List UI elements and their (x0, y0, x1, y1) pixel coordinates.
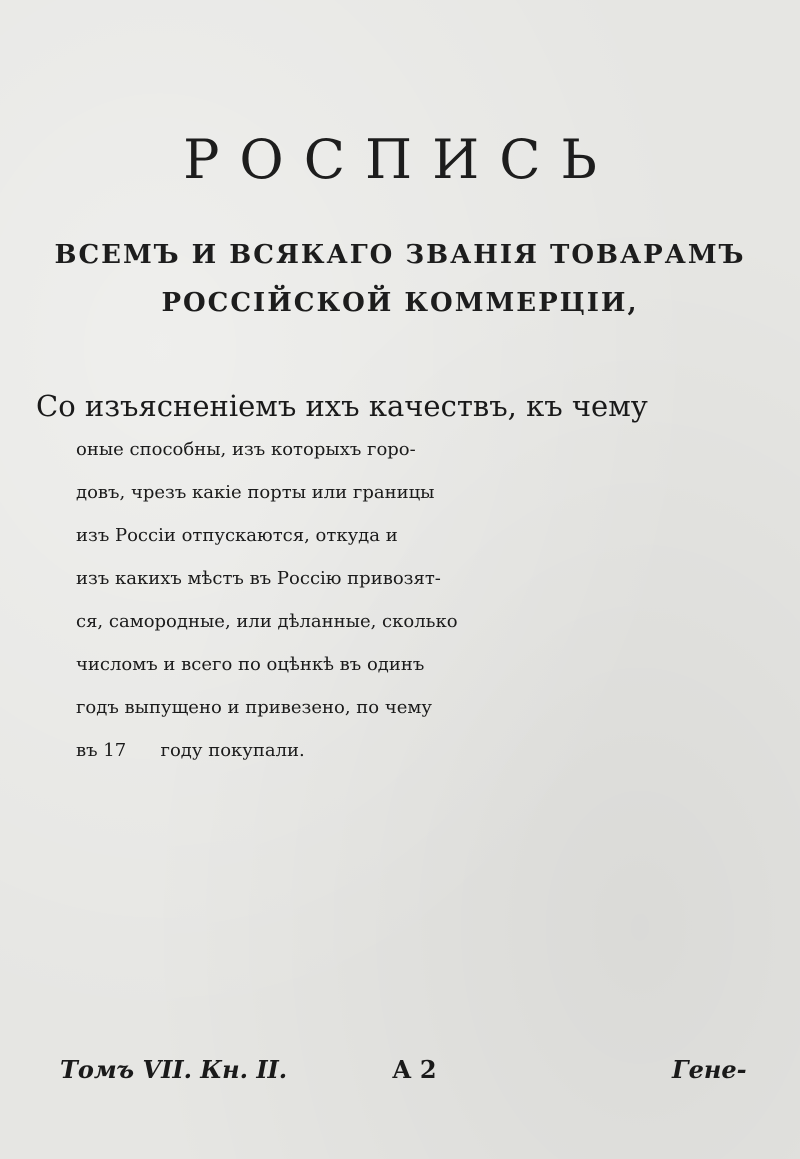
body-line-5: изъ какихъ мѣстъ въ Россію привозят- (76, 568, 441, 589)
body-line-6: ся, самородные, или дѣланные, сколько (76, 611, 458, 632)
subtitle-line-2: РОССІЙСКОЙ КОММЕРЦІИ, (161, 288, 639, 318)
page-title: РОСПИСЬ (183, 128, 617, 191)
body-paragraph (36, 385, 736, 772)
body-line-7: числомъ и всего по оцѣнкѣ въ одинъ (76, 654, 425, 675)
body-line-9: въ 17 году покупали. (76, 740, 305, 761)
footer-catchword: Гене- (672, 1055, 747, 1084)
footer-volume: Томъ VII. Кн. II. (60, 1055, 288, 1084)
body-line-1: Со изъясненіемъ ихъ качествъ, къ чему (36, 389, 648, 423)
body-line-4: изъ Россіи отпускаются, откуда и (76, 525, 398, 546)
footer-signature-mark: А 2 (392, 1055, 437, 1084)
body-line-8: годъ выпущено и привезено, по чему (76, 697, 432, 718)
body-line-2: оные способны, изъ которыхъ горо- (76, 439, 416, 460)
subtitle-line-1: ВСЕМЪ И ВСЯКАГО ЗВАНІЯ ТОВАРАМЪ (54, 240, 746, 270)
body-line-3: довъ, чрезъ какіе порты или границы (76, 482, 435, 503)
